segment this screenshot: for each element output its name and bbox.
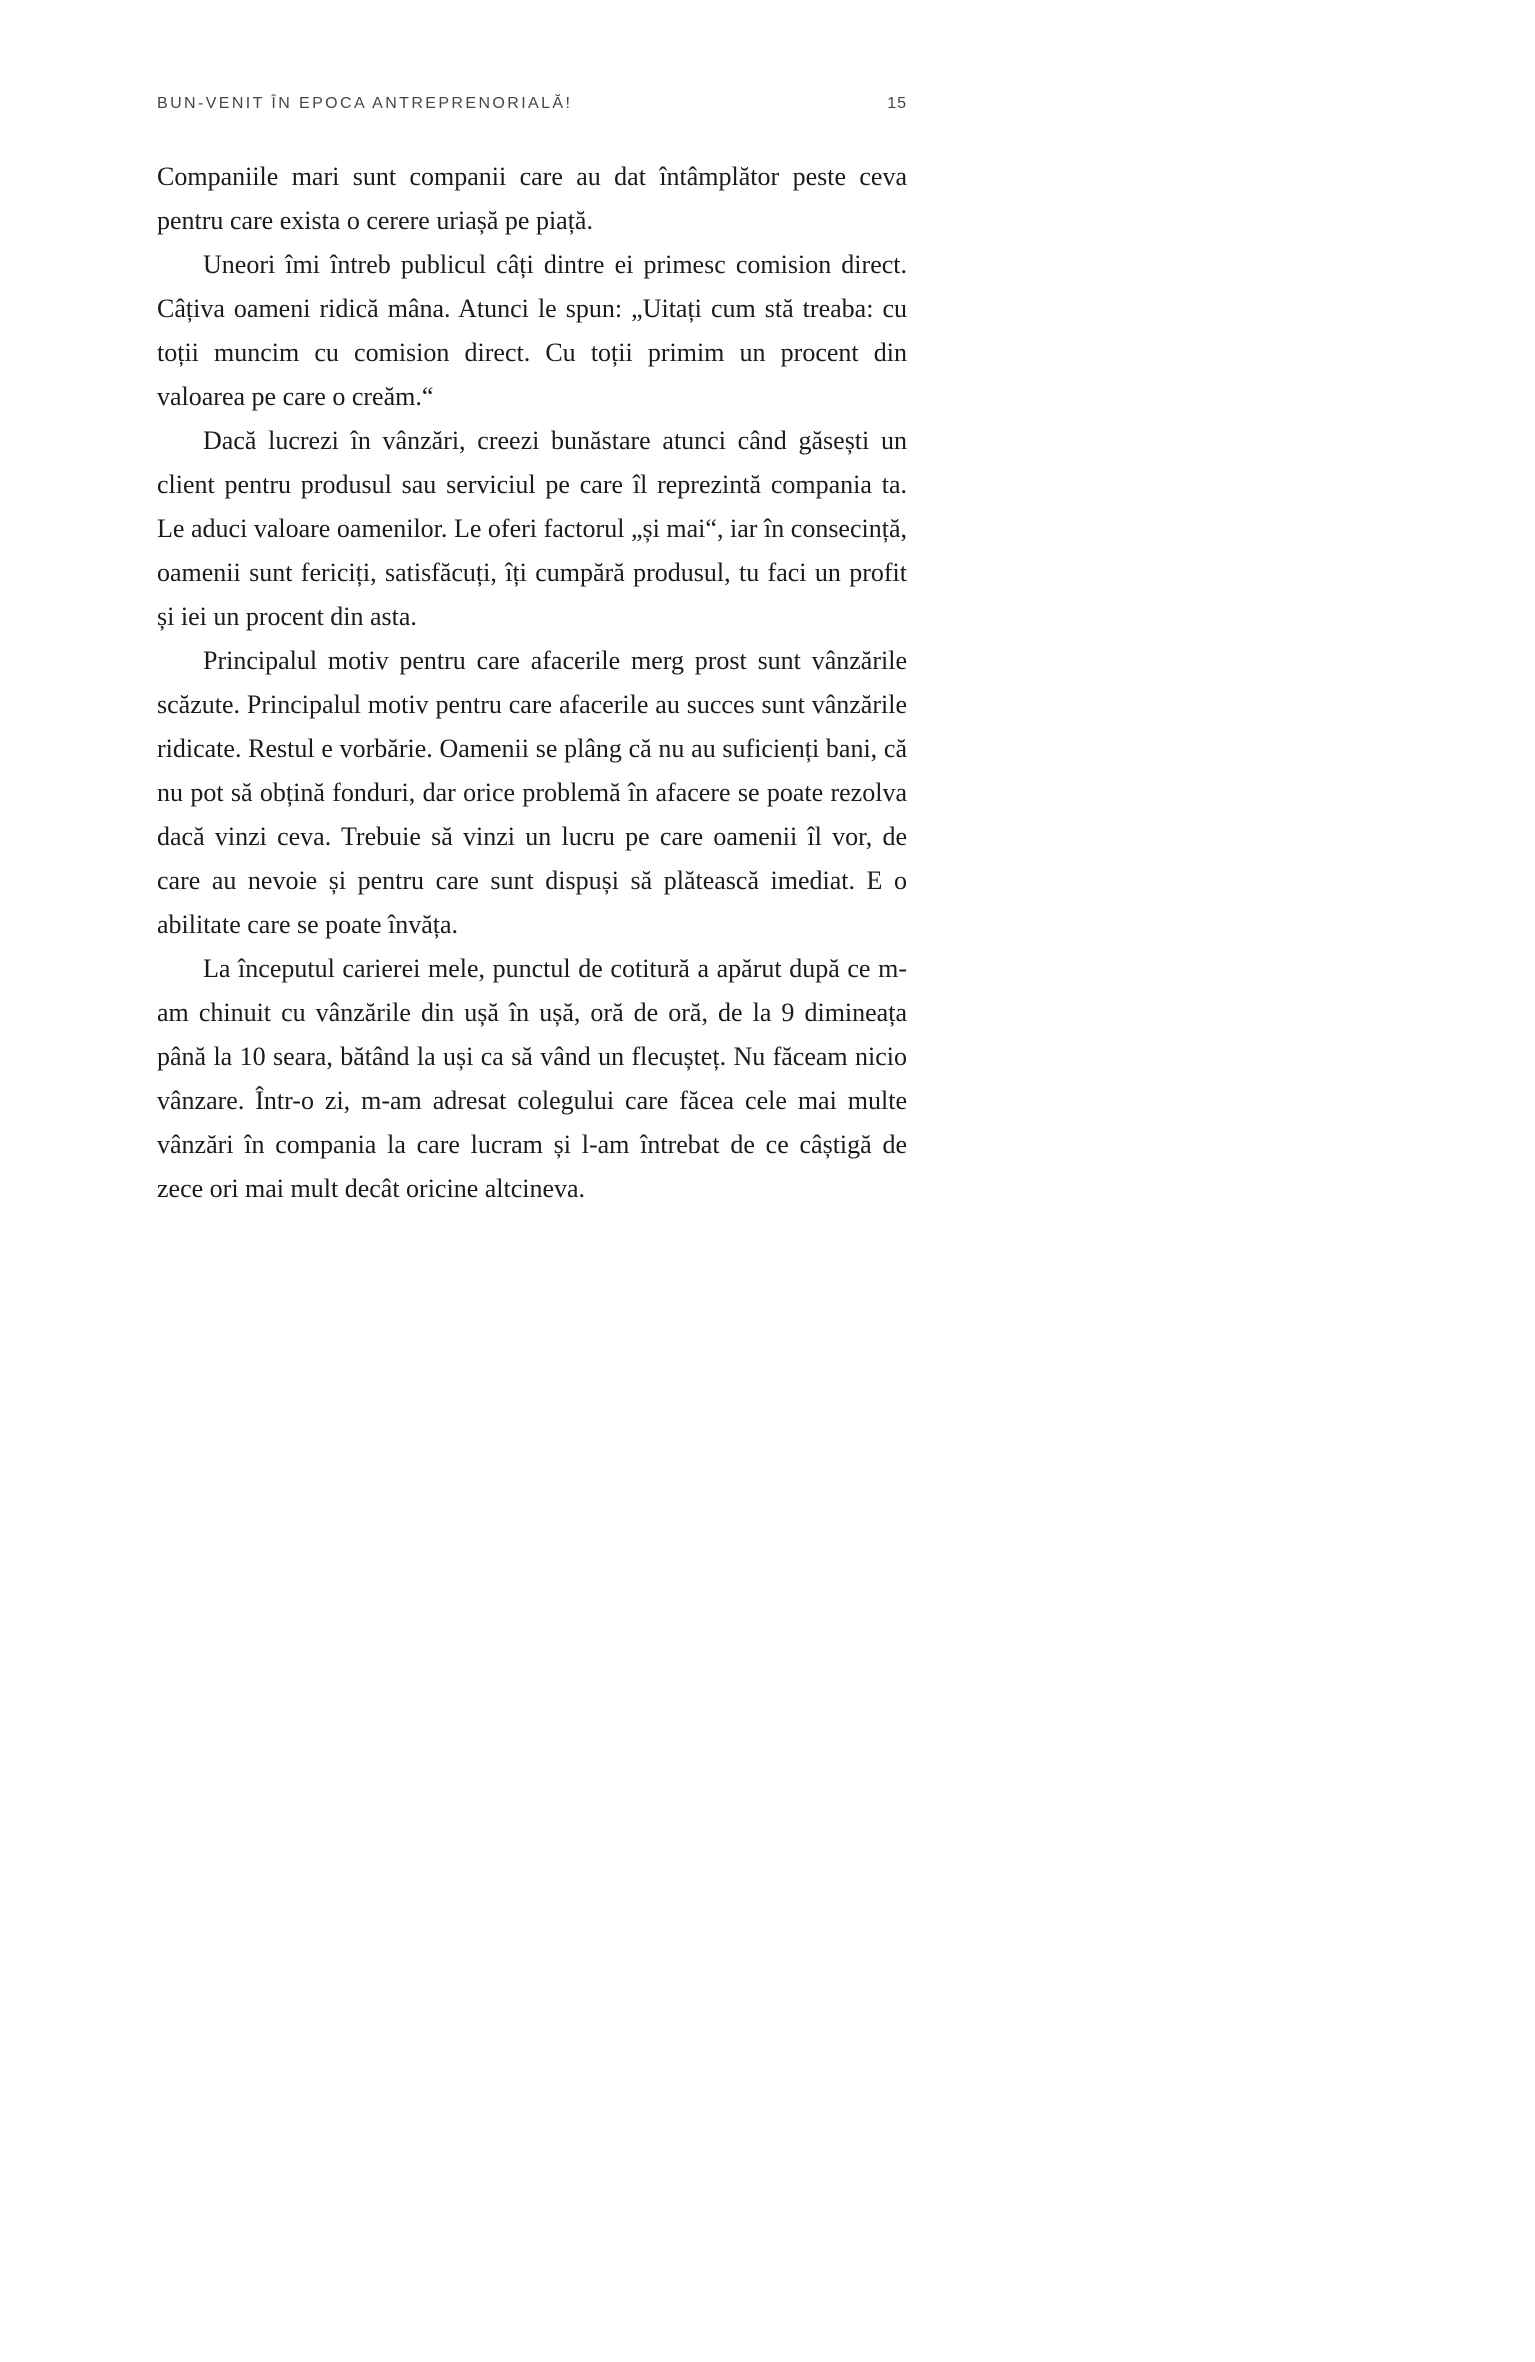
paragraph: Principalul motiv pentru care afacerile merg prost sunt vânzările scăzute. Principalul motiv pentru care afacerile au succes sunt vânzările ridicate. Restul e vorbărie. Oamenii se plâng că nu au suficienți bani, că nu pot să obțină fonduri, dar orice problemă în afacere se poate rezolva dacă vinzi ceva. Trebuie să vinzi un lucru pe care oamenii îl vor, de care au nevoie și pentru care sunt dispuși să plătească imediat. E o abilitate care se poate învăța. [157, 646, 907, 939]
page-number: 15 [887, 95, 907, 112]
paragraph: La începutul carierei mele, punctul de cotitură a apărut după ce m-am chinuit cu vânzările din ușă în ușă, oră de oră, de la 9 dimineața până la 10 seara, bătând la uși ca să vând un flecușteț. Nu făceam nicio vânzare. Într-o zi, m-am adresat colegului care făcea cele mai multe vânzări în compania la care lucram și l-am întrebat de ce câștigă de zece ori mai mult decât oricine altcineva. [157, 954, 907, 1203]
paragraph: Companiile mari sunt companii care au dat întâmplător peste ceva pentru care exista o cerere uriașă pe piață. [157, 162, 907, 235]
running-header [157, 95, 907, 113]
running-header-title: BUN-VENIT ÎN EPOCA ANTREPRENORIALĂ! [157, 95, 573, 112]
body-text [157, 155, 907, 1211]
text-block [157, 95, 907, 1211]
paragraph: Dacă lucrezi în vânzări, creezi bunăstare atunci când găsești un client pentru produsul sau serviciul pe care îl reprezintă compania ta. Le aduci valoare oamenilor. Le oferi factorul „și mai“, iar în consecință, oamenii sunt fericiți, satisfăcuți, îți cumpără produsul, tu faci un profit și iei un procent din asta. [157, 426, 907, 631]
paragraph: Uneori îmi întreb publicul câți dintre ei primesc comision direct. Câțiva oameni ridică mâna. Atunci le spun: „Uitați cum stă treaba: cu toții muncim cu comision direct. Cu toții primim un procent din valoarea pe care o creăm.“ [157, 250, 907, 411]
